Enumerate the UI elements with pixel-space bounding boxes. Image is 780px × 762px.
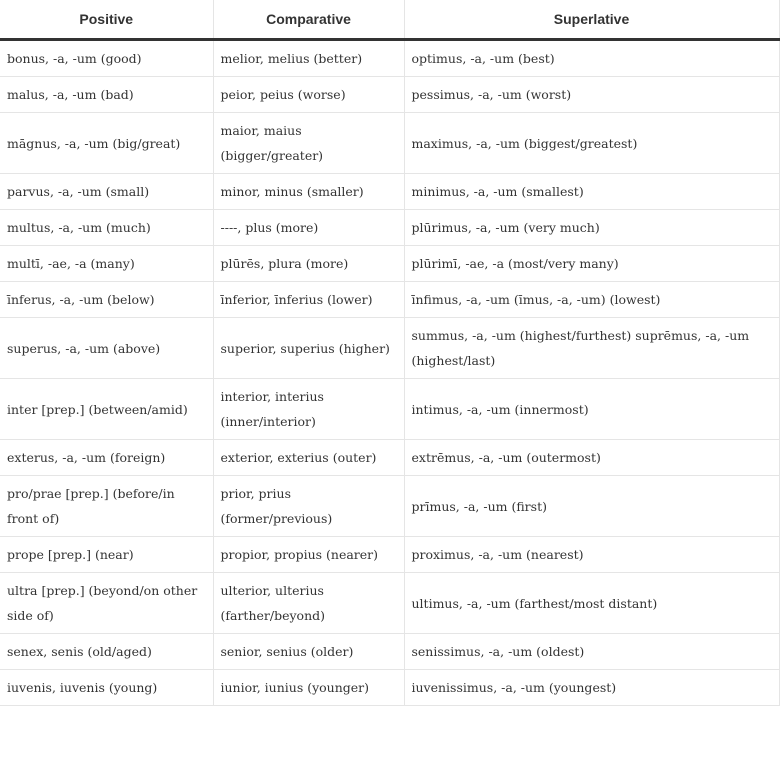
cell-positive: multus, -a, -um (much) <box>0 210 213 246</box>
cell-comparative: ----, plus (more) <box>213 210 404 246</box>
table-row <box>0 77 779 113</box>
cell-comparative: interior, interius (inner/interior) <box>213 379 404 440</box>
table-row <box>0 670 779 706</box>
cell-comparative: melior, melius (better) <box>213 40 404 77</box>
table-row <box>0 573 779 634</box>
cell-superlative: extrēmus, -a, -um (outermost) <box>404 440 779 476</box>
cell-superlative: senissimus, -a, -um (oldest) <box>404 634 779 670</box>
cell-comparative: prior, prius (former/previous) <box>213 476 404 537</box>
table-row <box>0 282 779 318</box>
table-row <box>0 537 779 573</box>
cell-superlative: plūrimī, -ae, -a (most/very many) <box>404 246 779 282</box>
cell-superlative: proximus, -a, -um (nearest) <box>404 537 779 573</box>
cell-positive: malus, -a, -um (bad) <box>0 77 213 113</box>
cell-comparative: iunior, iunius (younger) <box>213 670 404 706</box>
table-row <box>0 40 779 77</box>
cell-positive: īnferus, -a, -um (below) <box>0 282 213 318</box>
cell-positive: māgnus, -a, -um (big/great) <box>0 113 213 174</box>
cell-positive: inter [prep.] (between/amid) <box>0 379 213 440</box>
table-row <box>0 379 779 440</box>
cell-positive: iuvenis, iuvenis (young) <box>0 670 213 706</box>
header-superlative: Superlative <box>404 0 779 40</box>
cell-superlative: intimus, -a, -um (innermost) <box>404 379 779 440</box>
cell-positive: pro/prae [prep.] (before/in front of) <box>0 476 213 537</box>
cell-comparative: īnferior, īnferius (lower) <box>213 282 404 318</box>
header-positive: Positive <box>0 0 213 40</box>
cell-superlative: plūrimus, -a, -um (very much) <box>404 210 779 246</box>
cell-positive: bonus, -a, -um (good) <box>0 40 213 77</box>
table-row <box>0 318 779 379</box>
cell-positive: prope [prep.] (near) <box>0 537 213 573</box>
header-comparative: Comparative <box>213 0 404 40</box>
cell-comparative: plūrēs, plura (more) <box>213 246 404 282</box>
cell-superlative: iuvenissimus, -a, -um (youngest) <box>404 670 779 706</box>
cell-superlative: summus, -a, -um (highest/furthest) suprēmus, -a, -um (highest/last) <box>404 318 779 379</box>
cell-comparative: senior, senius (older) <box>213 634 404 670</box>
cell-positive: superus, -a, -um (above) <box>0 318 213 379</box>
table-row <box>0 634 779 670</box>
cell-positive: multī, -ae, -a (many) <box>0 246 213 282</box>
cell-positive: exterus, -a, -um (foreign) <box>0 440 213 476</box>
cell-superlative: īnfimus, -a, -um (īmus, -a, -um) (lowest) <box>404 282 779 318</box>
table-row <box>0 113 779 174</box>
cell-positive: parvus, -a, -um (small) <box>0 174 213 210</box>
cell-positive: ultra [prep.] (beyond/on other side of) <box>0 573 213 634</box>
cell-superlative: ultimus, -a, -um (farthest/most distant) <box>404 573 779 634</box>
table-row <box>0 174 779 210</box>
cell-comparative: exterior, exterius (outer) <box>213 440 404 476</box>
cell-comparative: propior, propius (nearer) <box>213 537 404 573</box>
cell-superlative: prīmus, -a, -um (first) <box>404 476 779 537</box>
cell-comparative: maior, maius (bigger/greater) <box>213 113 404 174</box>
cell-comparative: minor, minus (smaller) <box>213 174 404 210</box>
cell-superlative: maximus, -a, -um (biggest/greatest) <box>404 113 779 174</box>
table-row <box>0 476 779 537</box>
cell-comparative: ulterior, ulterius (farther/beyond) <box>213 573 404 634</box>
cell-comparative: superior, superius (higher) <box>213 318 404 379</box>
cell-comparative: peior, peius (worse) <box>213 77 404 113</box>
cell-superlative: pessimus, -a, -um (worst) <box>404 77 779 113</box>
cell-superlative: minimus, -a, -um (smallest) <box>404 174 779 210</box>
header-row <box>0 0 779 40</box>
cell-superlative: optimus, -a, -um (best) <box>404 40 779 77</box>
table-row <box>0 246 779 282</box>
table-row <box>0 440 779 476</box>
cell-positive: senex, senis (old/aged) <box>0 634 213 670</box>
table-row <box>0 210 779 246</box>
